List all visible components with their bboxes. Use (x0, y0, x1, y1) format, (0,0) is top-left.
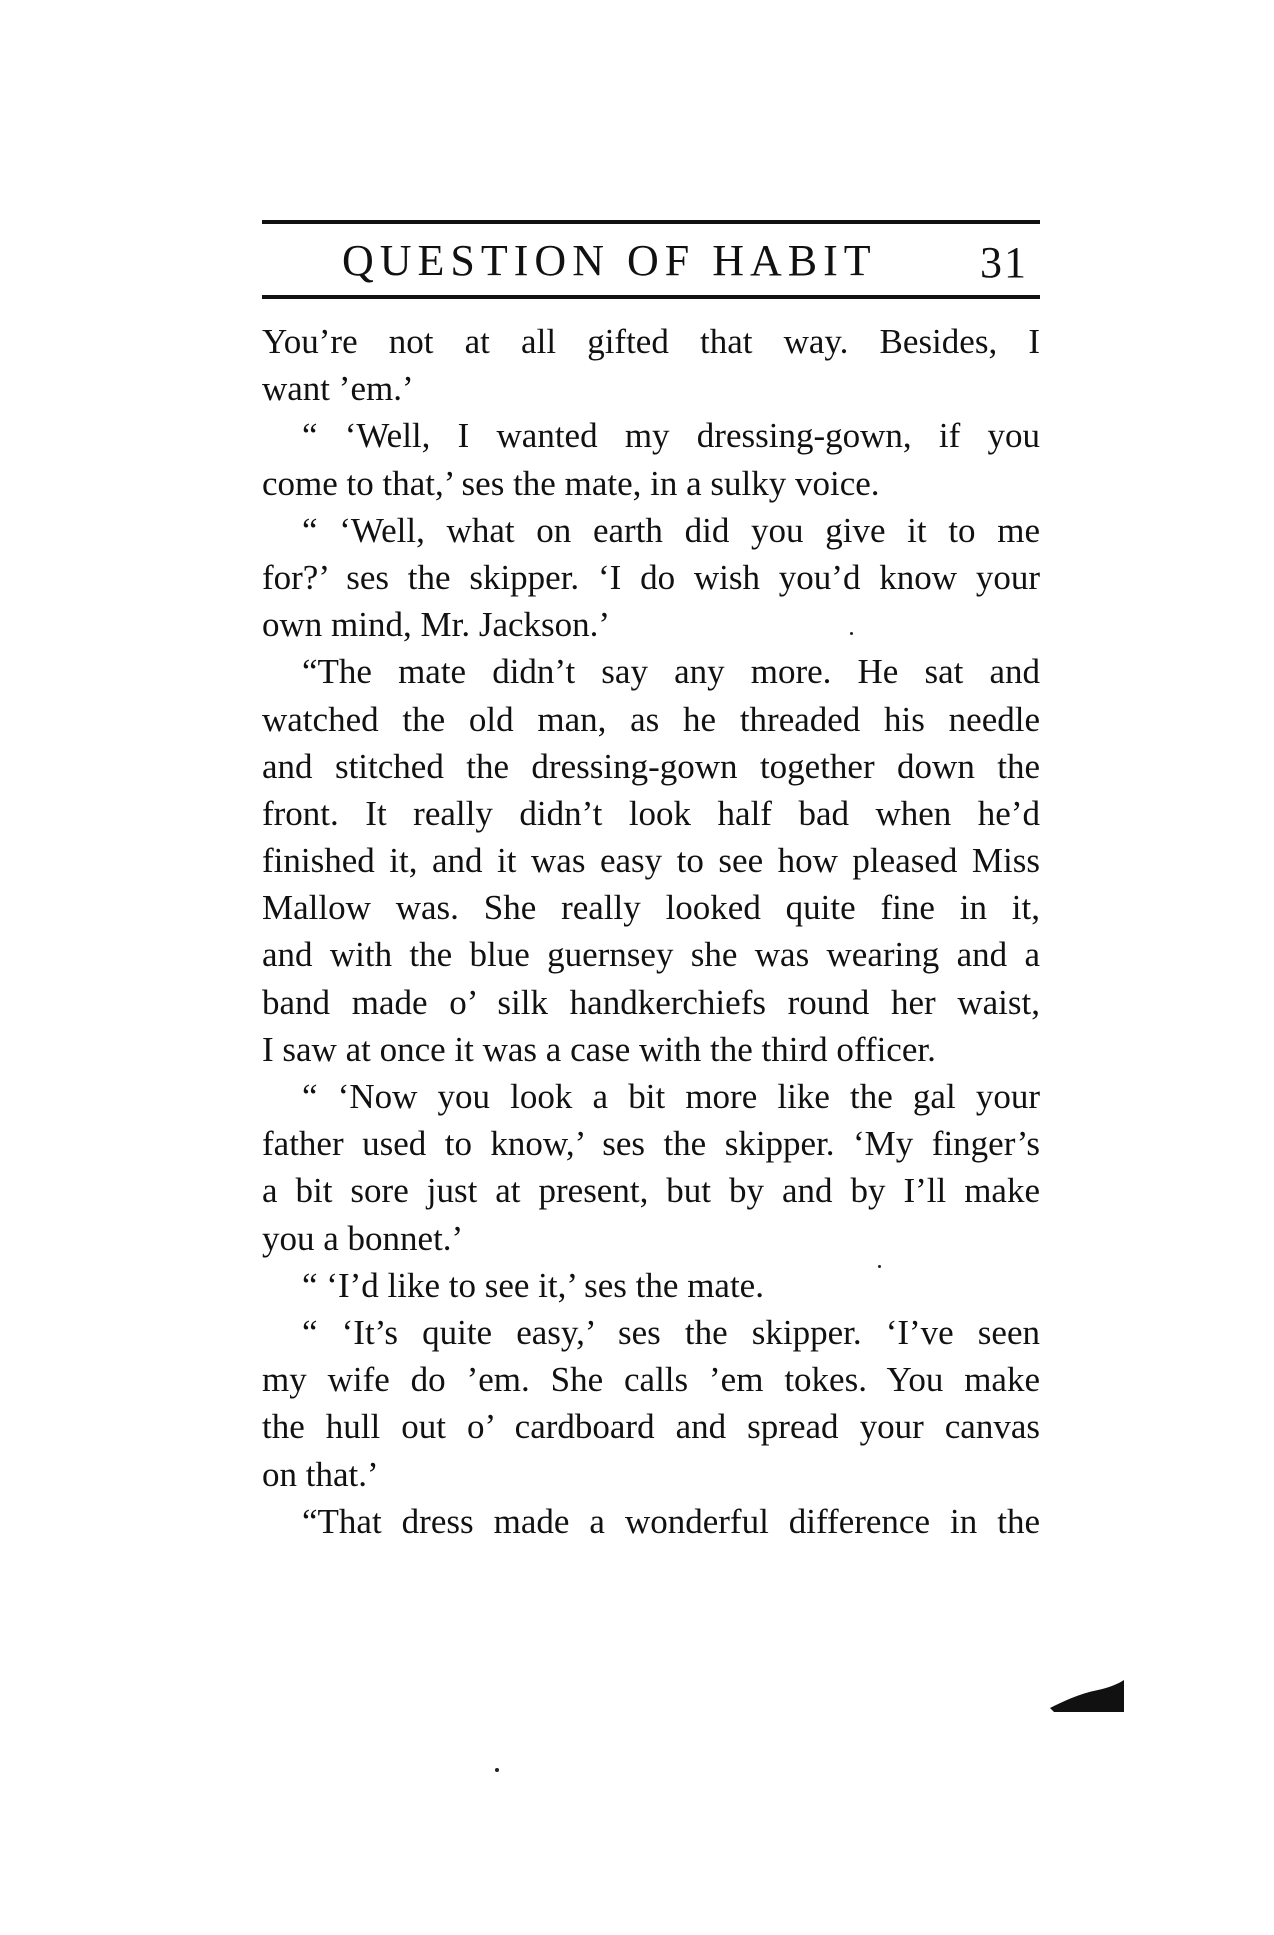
running-head (262, 228, 1040, 292)
text-line: band made o’ silk handkerchiefs round her waist, (262, 982, 1040, 1022)
text-line: “ ‘Well, I wanted my dressing-gown, if you (302, 416, 1040, 456)
ink-blot (1048, 1680, 1126, 1712)
text-line: and stitched the dressing-gown together down the (262, 746, 1040, 786)
header-rule-bottom (262, 295, 1040, 299)
text-line: my wife do ’em. She calls ’em tokes. You make (262, 1360, 1040, 1400)
text-line: want ’em.’ (262, 369, 414, 409)
text-line: I saw at once it was a case with the third officer. (262, 1029, 936, 1069)
text-line: “ ‘It’s quite easy,’ ses the skipper. ‘I’ve seen (302, 1312, 1040, 1352)
text-line: on that.’ (262, 1454, 379, 1494)
text-line: and with the blue guernsey she was wearing and a (262, 935, 1040, 975)
text-line: “The mate didn’t say any more. He sat and (302, 652, 1040, 692)
body-text (262, 318, 1040, 1545)
text-line: Mallow was. She really looked quite fine in it, (262, 888, 1040, 928)
text-line: watched the old man, as he threaded his needle (262, 699, 1040, 739)
text-line: father used to know,’ ses the skipper. ‘My finger’s (262, 1124, 1040, 1164)
text-line: finished it, and it was easy to see how pleased Miss (262, 841, 1040, 881)
running-title: QUESTION OF HABIT (342, 236, 877, 285)
text-line: “That dress made a wonderful difference in the (302, 1501, 1040, 1541)
text-line: front. It really didn’t look half bad when he’d (262, 793, 1040, 833)
text-line: You’re not at all gifted that way. Besides, I (262, 322, 1040, 361)
text-line: a bit sore just at present, but by and by I’ll make (262, 1171, 1040, 1211)
text-line: “ ‘I’d like to see it,’ ses the mate. (302, 1265, 764, 1305)
print-speck (495, 1768, 499, 1772)
text-line: “ ‘Now you look a bit more like the gal your (302, 1077, 1040, 1116)
text-line: for?’ ses the skipper. ‘I do wish you’d know your (262, 557, 1040, 597)
text-line: “ ‘Well, what on earth did you give it to me (302, 510, 1040, 550)
print-speck (850, 632, 853, 635)
text-line: own mind, Mr. Jackson.’ (262, 605, 611, 645)
text-line: come to that,’ ses the mate, in a sulky voice. (262, 463, 880, 503)
text-line: you a bonnet.’ (262, 1218, 464, 1258)
page-number: 31 (980, 238, 1028, 287)
print-speck (878, 1265, 881, 1268)
header-rule-top (262, 220, 1040, 224)
text-line: the hull out o’ cardboard and spread your canvas (262, 1407, 1040, 1447)
